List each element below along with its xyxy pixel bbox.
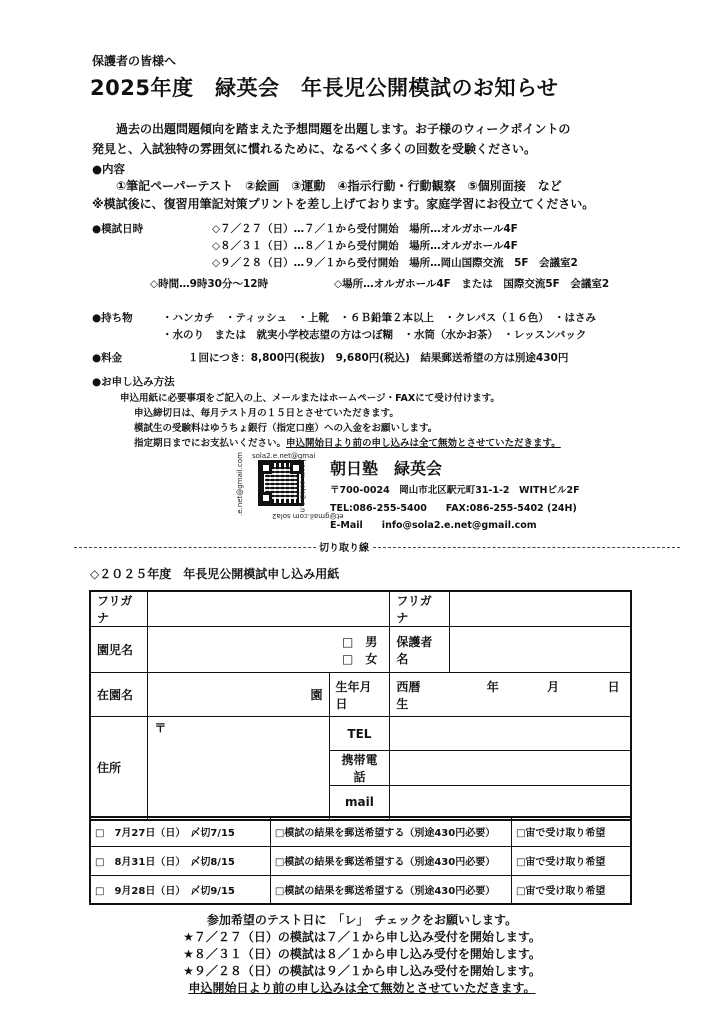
apply-line-1: 申込用紙に必要事項をご記入の上、メールまたはホームページ・FAXにて受け付けます。: [120, 393, 500, 404]
guardian-furigana-field[interactable]: [450, 591, 631, 627]
greeting: 保護者の皆様へ: [92, 54, 177, 68]
exam-date-cell[interactable]: [90, 817, 270, 846]
mail-field[interactable]: [390, 786, 631, 820]
belongings-line-2: ・水のり または 就実小学校志望の方はつぼ糊 ・水筒（水かお茶） ・レッスンバック: [162, 329, 587, 341]
intro-line-2: 発見と、入試独特の雰囲気に慣れるために、なるべく多くの回数を受験ください。: [92, 142, 537, 156]
exam-date[interactable]: □ 9月28日（日）: [95, 885, 181, 897]
footer-warning: 申込開始日より前の申し込みは全て無効とさせていただきます。: [188, 981, 536, 995]
exam-date-table: [89, 816, 632, 905]
qr-caption-bottom: et@gmail.com sola2: [272, 512, 344, 520]
birthday-label: 生年月日: [329, 673, 390, 717]
cut-label: 切り取り線: [316, 539, 372, 554]
male-checkbox[interactable]: □ 男: [342, 634, 378, 649]
pickup-option[interactable]: □宙で受け取り希望: [511, 875, 631, 904]
guardian-furigana-label: フリガナ: [390, 591, 450, 627]
page-title: 2025年度 緑英会 年長児公開模試のお知らせ: [90, 76, 559, 100]
apply-line-4-warning: 申込開始日より前の申し込みは全て無効とさせていただきます。: [286, 438, 561, 449]
form-title: ◇２０２５年度 年長児公開模試申し込み用紙: [90, 567, 340, 581]
content-items: ①筆記ペーパーテスト ②絵画 ③運動 ④指示行動・行動観察 ⑤個別面接 など: [116, 179, 562, 193]
school-email: E-Mail info@sola2.e.net@gmail.com: [330, 520, 537, 531]
belongings-heading: ●持ち物: [92, 312, 133, 324]
qr-caption-left: .e.net@gmail.com: [235, 452, 244, 516]
exam-date-cell[interactable]: [90, 846, 270, 875]
qr-caption-top: sola2.e.net@gmai: [252, 452, 316, 460]
school-field[interactable]: [148, 673, 329, 717]
schedule-row-3: ◇９／２８（日）…９／１から受付開始 場所…岡山国際交流 5F 会議室2: [212, 257, 578, 269]
footer-warning-wrap: [0, 979, 724, 996]
pickup-option[interactable]: □宙で受け取り希望: [511, 817, 631, 846]
schedule-row-1: ◇７／２７（日）…７／１から受付開始 場所…オルガホール4F: [212, 223, 518, 235]
qr-caption-right: l.com sola2.e.n: [298, 459, 307, 513]
mail-result-option[interactable]: □模試の結果を郵送希望する（別途430円必要）: [270, 846, 511, 875]
mail-label: mail: [329, 786, 390, 820]
exam-row: [90, 846, 631, 875]
application-form: [89, 590, 632, 821]
exam-date[interactable]: □ 7月27日（日）: [95, 828, 181, 840]
postal-mark: 〒: [154, 721, 167, 735]
schedule-row-2: ◇８／３１（日）…８／１から受付開始 場所…オルガホール4F: [212, 240, 518, 252]
school-label: 在園名: [90, 673, 148, 717]
exam-row: [90, 817, 631, 846]
child-name-field[interactable]: [148, 627, 390, 673]
birthday-era: 西暦: [396, 679, 421, 694]
pickup-option[interactable]: □宙で受け取り希望: [511, 846, 631, 875]
birthday-day: 日生: [396, 679, 620, 711]
child-name-label: 園児名: [90, 627, 148, 673]
tel-field[interactable]: [390, 717, 631, 751]
schedule-time: ◇時間…9時30分～12時: [150, 278, 269, 290]
exam-deadline: 〆切7/15: [190, 828, 235, 840]
exam-row: [90, 875, 631, 904]
footer-september-note: ★９／２８（日）の模試は９／１から申し込み受付を開始します。: [183, 964, 541, 978]
qr-code: [258, 460, 304, 506]
address-label: 住所: [90, 717, 148, 820]
school-phone: TEL:086-255-5400 FAX:086-255-5402 (24H): [330, 503, 577, 514]
mail-result-option[interactable]: □模試の結果を郵送希望する（別途430円必要）: [270, 817, 511, 846]
apply-line-2: 申込締切日は、毎月テスト月の１５日とさせていただきます。: [134, 408, 399, 419]
school-suffix: 園: [310, 688, 323, 702]
apply-line-4: [134, 435, 561, 449]
fee-text: １回につき：8,800円(税抜) 9,680円(税込) 結果郵送希望の方は別途430円: [188, 352, 569, 364]
tel-label: TEL: [329, 717, 390, 751]
content-note: ※模試後に、復習用筆記対策プリントを差し上げております。家庭学習にお役立てください。: [92, 197, 595, 211]
birthday-month: 月: [547, 679, 560, 694]
birthday-field[interactable]: [390, 673, 631, 717]
apply-line-4-plain: 指定期日までにお支払いください。: [134, 438, 287, 449]
female-checkbox[interactable]: □ 女: [342, 651, 378, 666]
cut-line: [74, 547, 680, 548]
mobile-field[interactable]: [390, 751, 631, 786]
guardian-name-field[interactable]: [450, 627, 631, 673]
birthday-year: 年: [486, 679, 499, 694]
exam-date[interactable]: □ 8月31日（日）: [95, 857, 181, 868]
schedule-heading: ●模試日時: [92, 223, 144, 235]
schedule-venue: ◇場所…オルガホール4F または 国際交流5F 会議室2: [334, 278, 610, 290]
footer-july-note: ★７／２７（日）の模試は７／１から申し込み受付を開始します。: [183, 930, 541, 944]
exam-date-cell[interactable]: [90, 875, 270, 904]
school-address: 〒700-0024 岡山市北区駅元町31-1-2 WITHビル2F: [330, 485, 580, 496]
content-heading: ●内容: [92, 162, 126, 176]
guardian-name-label: 保護者名: [390, 627, 450, 673]
apply-line-3: 模試生の受験料はゆうちょ銀行（指定口座）への入金をお願いします。: [134, 423, 438, 434]
intro-line-1: 過去の出題問題傾向を踏まえた予想問題を出題します。お子様のウィークポイントの: [116, 122, 571, 136]
mail-result-option[interactable]: □模試の結果を郵送希望する（別途430円必要）: [270, 875, 511, 904]
address-field[interactable]: [148, 717, 329, 820]
fee-heading: ●料金: [92, 352, 123, 364]
belongings-line-1: ・ハンカチ ・ティッシュ ・上靴 ・６Ｂ鉛筆２本以上 ・クレパス（１６色） ・はさみ: [162, 312, 596, 324]
mobile-label: 携帯電話: [329, 751, 390, 786]
child-furigana-field[interactable]: [148, 591, 390, 627]
school-name: 朝日塾 緑英会: [330, 459, 443, 478]
exam-deadline: 〆切9/15: [190, 885, 235, 897]
apply-heading: ●お申し込み方法: [92, 376, 175, 388]
exam-deadline: 〆切8/15: [190, 857, 235, 868]
footer-august-note: ★８／３１（日）の模試は８／１から申し込み受付を開始します。: [183, 947, 541, 961]
child-furigana-label: フリガナ: [90, 591, 148, 627]
intro-text: [92, 119, 570, 159]
footer-check-note: 参加希望のテスト日に 「レ」 チェックをお願いします。: [206, 913, 518, 927]
